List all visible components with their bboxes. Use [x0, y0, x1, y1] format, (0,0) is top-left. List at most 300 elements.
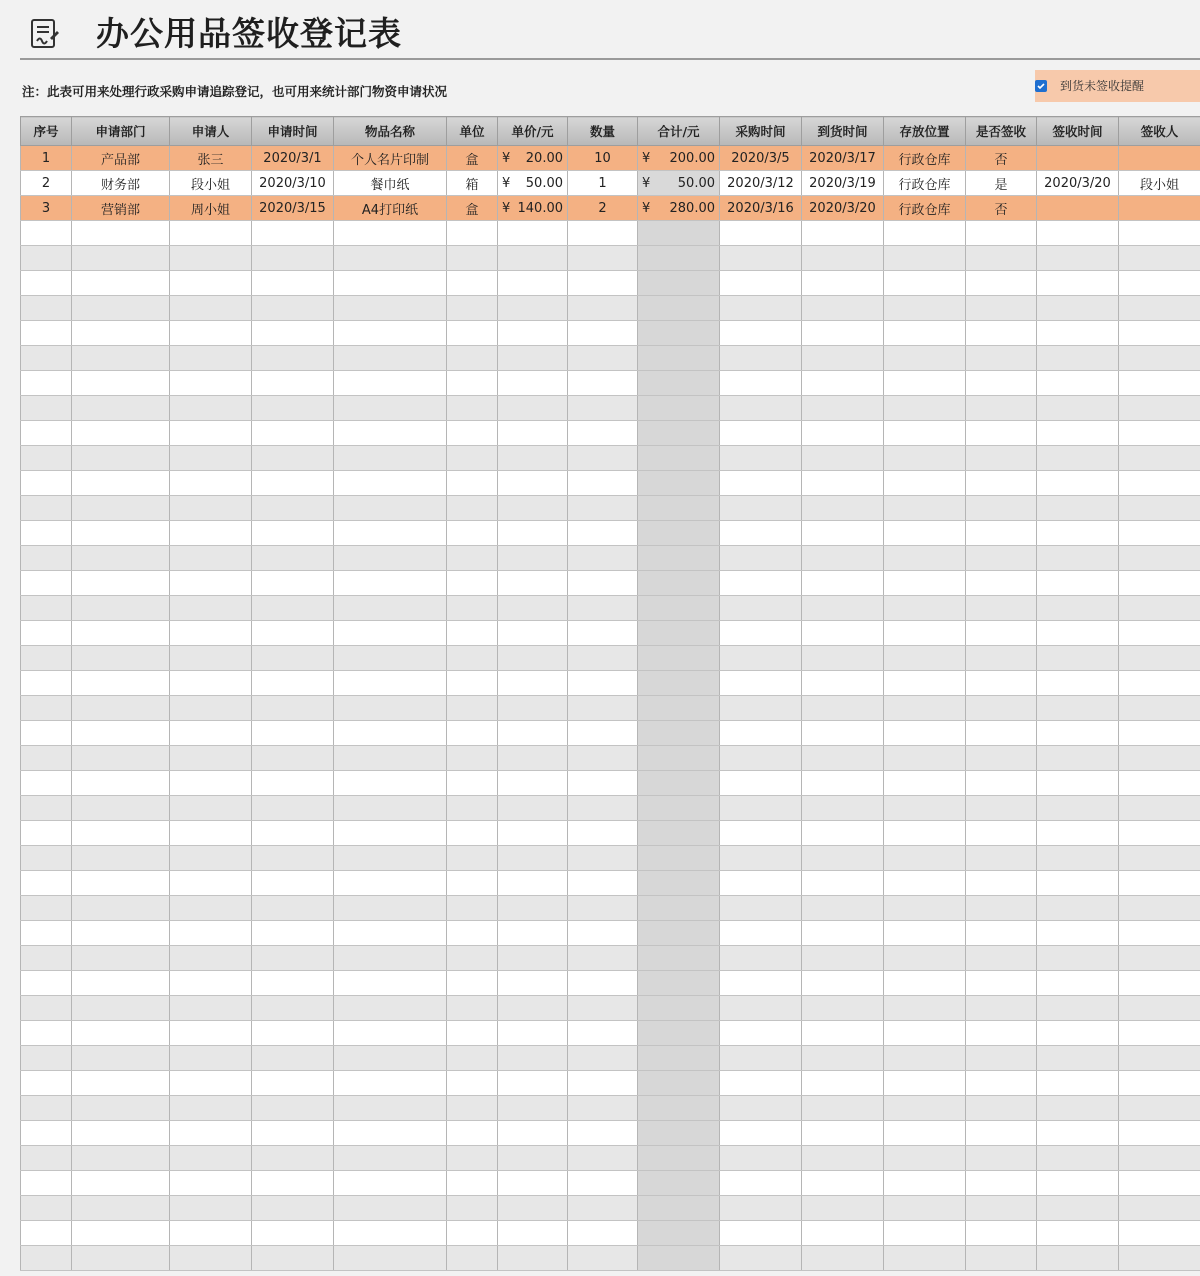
empty-row[interactable]: [21, 946, 1200, 971]
empty-cell[interactable]: [447, 746, 498, 771]
empty-cell[interactable]: [638, 646, 720, 671]
empty-row[interactable]: [21, 1046, 1200, 1071]
empty-cell[interactable]: [447, 271, 498, 296]
empty-cell[interactable]: [72, 696, 170, 721]
empty-cell[interactable]: [568, 496, 638, 521]
empty-cell[interactable]: [802, 596, 884, 621]
cell-applicant[interactable]: 张三: [170, 146, 252, 171]
empty-cell[interactable]: [638, 821, 720, 846]
empty-row[interactable]: [21, 396, 1200, 421]
empty-cell[interactable]: [1119, 996, 1200, 1021]
empty-cell[interactable]: [1119, 571, 1200, 596]
empty-cell[interactable]: [21, 246, 72, 271]
empty-cell[interactable]: [638, 421, 720, 446]
empty-cell[interactable]: [802, 446, 884, 471]
empty-cell[interactable]: [1037, 1171, 1119, 1196]
cell-price[interactable]: [498, 171, 568, 196]
empty-row[interactable]: [21, 1246, 1200, 1271]
empty-cell[interactable]: [1037, 421, 1119, 446]
empty-row[interactable]: [21, 646, 1200, 671]
empty-cell[interactable]: [1119, 721, 1200, 746]
empty-cell[interactable]: [72, 671, 170, 696]
empty-cell[interactable]: [1037, 771, 1119, 796]
empty-cell[interactable]: [802, 321, 884, 346]
cell-qty[interactable]: 1: [568, 171, 638, 196]
empty-cell[interactable]: [72, 821, 170, 846]
empty-cell[interactable]: [334, 296, 447, 321]
empty-cell[interactable]: [568, 821, 638, 846]
empty-cell[interactable]: [498, 1096, 568, 1121]
empty-cell[interactable]: [1119, 546, 1200, 571]
empty-cell[interactable]: [447, 521, 498, 546]
empty-cell[interactable]: [568, 271, 638, 296]
empty-cell[interactable]: [21, 846, 72, 871]
empty-cell[interactable]: [966, 1071, 1037, 1096]
empty-cell[interactable]: [966, 371, 1037, 396]
empty-cell[interactable]: [21, 596, 72, 621]
empty-cell[interactable]: [966, 946, 1037, 971]
empty-cell[interactable]: [72, 896, 170, 921]
empty-cell[interactable]: [72, 546, 170, 571]
empty-cell[interactable]: [72, 621, 170, 646]
empty-cell[interactable]: [1037, 521, 1119, 546]
empty-cell[interactable]: [334, 496, 447, 521]
empty-cell[interactable]: [498, 946, 568, 971]
empty-cell[interactable]: [21, 296, 72, 321]
empty-cell[interactable]: [170, 896, 252, 921]
empty-cell[interactable]: [252, 521, 334, 546]
empty-cell[interactable]: [1119, 796, 1200, 821]
empty-cell[interactable]: [252, 871, 334, 896]
empty-cell[interactable]: [170, 546, 252, 571]
empty-cell[interactable]: [252, 621, 334, 646]
empty-cell[interactable]: [447, 671, 498, 696]
empty-cell[interactable]: [252, 996, 334, 1021]
empty-cell[interactable]: [21, 796, 72, 821]
empty-cell[interactable]: [638, 871, 720, 896]
empty-cell[interactable]: [1037, 971, 1119, 996]
empty-cell[interactable]: [568, 771, 638, 796]
empty-cell[interactable]: [498, 271, 568, 296]
empty-cell[interactable]: [966, 696, 1037, 721]
empty-cell[interactable]: [334, 946, 447, 971]
empty-cell[interactable]: [170, 396, 252, 421]
empty-cell[interactable]: [170, 946, 252, 971]
cell-total[interactable]: [638, 146, 720, 171]
empty-cell[interactable]: [334, 821, 447, 846]
empty-cell[interactable]: [884, 696, 966, 721]
empty-cell[interactable]: [498, 971, 568, 996]
empty-cell[interactable]: [252, 421, 334, 446]
empty-row[interactable]: [21, 771, 1200, 796]
empty-cell[interactable]: [498, 1171, 568, 1196]
empty-cell[interactable]: [802, 771, 884, 796]
empty-cell[interactable]: [1037, 896, 1119, 921]
empty-cell[interactable]: [720, 921, 802, 946]
empty-cell[interactable]: [334, 921, 447, 946]
empty-cell[interactable]: [72, 746, 170, 771]
table-row[interactable]: [21, 171, 1200, 196]
empty-cell[interactable]: [802, 871, 884, 896]
empty-cell[interactable]: [447, 446, 498, 471]
empty-cell[interactable]: [802, 571, 884, 596]
empty-cell[interactable]: [568, 921, 638, 946]
column-header[interactable]: 序号: [21, 117, 72, 146]
empty-cell[interactable]: [884, 1196, 966, 1221]
empty-row[interactable]: [21, 546, 1200, 571]
empty-cell[interactable]: [884, 321, 966, 346]
cell-signer[interactable]: [1119, 146, 1200, 171]
empty-cell[interactable]: [498, 621, 568, 646]
column-header[interactable]: 到货时间: [802, 117, 884, 146]
empty-row[interactable]: [21, 1071, 1200, 1096]
empty-cell[interactable]: [1119, 1021, 1200, 1046]
empty-cell[interactable]: [1037, 721, 1119, 746]
empty-cell[interactable]: [802, 221, 884, 246]
empty-cell[interactable]: [720, 271, 802, 296]
cell-price[interactable]: [498, 196, 568, 221]
empty-cell[interactable]: [802, 1021, 884, 1046]
empty-cell[interactable]: [638, 1046, 720, 1071]
empty-cell[interactable]: [170, 271, 252, 296]
empty-cell[interactable]: [720, 746, 802, 771]
empty-cell[interactable]: [568, 946, 638, 971]
empty-cell[interactable]: [1119, 1221, 1200, 1246]
empty-cell[interactable]: [1037, 596, 1119, 621]
cell-item[interactable]: A4打印纸: [334, 196, 447, 221]
empty-cell[interactable]: [170, 996, 252, 1021]
empty-cell[interactable]: [720, 821, 802, 846]
empty-cell[interactable]: [568, 421, 638, 446]
empty-cell[interactable]: [334, 1171, 447, 1196]
cell-no[interactable]: 2: [21, 171, 72, 196]
empty-cell[interactable]: [1119, 821, 1200, 846]
empty-cell[interactable]: [884, 1121, 966, 1146]
empty-cell[interactable]: [170, 1146, 252, 1171]
cell-total[interactable]: [638, 171, 720, 196]
empty-cell[interactable]: [252, 846, 334, 871]
empty-cell[interactable]: [884, 971, 966, 996]
empty-cell[interactable]: [1119, 371, 1200, 396]
empty-cell[interactable]: [568, 321, 638, 346]
empty-cell[interactable]: [802, 1221, 884, 1246]
empty-cell[interactable]: [252, 471, 334, 496]
empty-cell[interactable]: [21, 421, 72, 446]
cell-price[interactable]: [498, 146, 568, 171]
empty-cell[interactable]: [498, 821, 568, 846]
empty-cell[interactable]: [21, 346, 72, 371]
empty-cell[interactable]: [170, 571, 252, 596]
empty-cell[interactable]: [720, 296, 802, 321]
empty-cell[interactable]: [334, 1146, 447, 1171]
empty-cell[interactable]: [252, 1196, 334, 1221]
empty-cell[interactable]: [170, 1096, 252, 1121]
cell-dept[interactable]: 产品部: [72, 146, 170, 171]
empty-cell[interactable]: [1037, 646, 1119, 671]
empty-cell[interactable]: [884, 946, 966, 971]
cell-item[interactable]: 个人名片印制: [334, 146, 447, 171]
empty-cell[interactable]: [252, 596, 334, 621]
cell-sign-date[interactable]: 2020/3/20: [1037, 171, 1119, 196]
empty-cell[interactable]: [498, 296, 568, 321]
empty-cell[interactable]: [252, 571, 334, 596]
empty-cell[interactable]: [170, 871, 252, 896]
empty-cell[interactable]: [170, 1221, 252, 1246]
empty-cell[interactable]: [21, 821, 72, 846]
empty-cell[interactable]: [72, 1096, 170, 1121]
empty-cell[interactable]: [568, 1146, 638, 1171]
empty-cell[interactable]: [72, 721, 170, 746]
empty-cell[interactable]: [447, 646, 498, 671]
empty-cell[interactable]: [884, 246, 966, 271]
empty-cell[interactable]: [447, 346, 498, 371]
cell-dept[interactable]: 财务部: [72, 171, 170, 196]
empty-cell[interactable]: [252, 1221, 334, 1246]
empty-cell[interactable]: [170, 621, 252, 646]
empty-row[interactable]: [21, 671, 1200, 696]
empty-cell[interactable]: [966, 996, 1037, 1021]
empty-cell[interactable]: [72, 771, 170, 796]
empty-cell[interactable]: [72, 596, 170, 621]
empty-cell[interactable]: [568, 971, 638, 996]
cell-location[interactable]: 行政仓库: [884, 196, 966, 221]
empty-cell[interactable]: [498, 371, 568, 396]
empty-cell[interactable]: [72, 996, 170, 1021]
empty-cell[interactable]: [21, 921, 72, 946]
empty-row[interactable]: [21, 496, 1200, 521]
empty-cell[interactable]: [568, 371, 638, 396]
empty-cell[interactable]: [720, 721, 802, 746]
empty-cell[interactable]: [638, 596, 720, 621]
cell-signer[interactable]: 段小姐: [1119, 171, 1200, 196]
empty-cell[interactable]: [568, 671, 638, 696]
empty-cell[interactable]: [252, 246, 334, 271]
empty-cell[interactable]: [170, 471, 252, 496]
empty-cell[interactable]: [638, 246, 720, 271]
empty-cell[interactable]: [1037, 471, 1119, 496]
empty-cell[interactable]: [170, 221, 252, 246]
empty-cell[interactable]: [568, 1121, 638, 1146]
empty-cell[interactable]: [72, 1121, 170, 1146]
empty-cell[interactable]: [884, 996, 966, 1021]
empty-cell[interactable]: [252, 1021, 334, 1046]
empty-cell[interactable]: [720, 521, 802, 546]
empty-cell[interactable]: [334, 721, 447, 746]
empty-cell[interactable]: [170, 246, 252, 271]
empty-row[interactable]: [21, 1021, 1200, 1046]
empty-cell[interactable]: [1119, 1246, 1200, 1271]
empty-cell[interactable]: [802, 1121, 884, 1146]
empty-cell[interactable]: [802, 846, 884, 871]
empty-cell[interactable]: [638, 371, 720, 396]
column-header[interactable]: 物品名称: [334, 117, 447, 146]
empty-cell[interactable]: [498, 896, 568, 921]
cell-sign-date[interactable]: [1037, 196, 1119, 221]
empty-cell[interactable]: [568, 696, 638, 721]
empty-cell[interactable]: [802, 1071, 884, 1096]
empty-cell[interactable]: [966, 296, 1037, 321]
empty-cell[interactable]: [568, 221, 638, 246]
empty-cell[interactable]: [720, 596, 802, 621]
empty-cell[interactable]: [1037, 221, 1119, 246]
empty-cell[interactable]: [447, 896, 498, 921]
empty-cell[interactable]: [252, 371, 334, 396]
empty-cell[interactable]: [638, 496, 720, 521]
empty-cell[interactable]: [884, 1171, 966, 1196]
empty-cell[interactable]: [720, 896, 802, 921]
empty-cell[interactable]: [966, 396, 1037, 421]
empty-row[interactable]: [21, 996, 1200, 1021]
empty-cell[interactable]: [1119, 971, 1200, 996]
column-header[interactable]: 存放位置: [884, 117, 966, 146]
empty-cell[interactable]: [72, 371, 170, 396]
empty-cell[interactable]: [170, 921, 252, 946]
empty-cell[interactable]: [884, 1071, 966, 1096]
empty-cell[interactable]: [638, 546, 720, 571]
empty-cell[interactable]: [334, 896, 447, 921]
empty-row[interactable]: [21, 871, 1200, 896]
empty-cell[interactable]: [72, 1221, 170, 1246]
empty-row[interactable]: [21, 1146, 1200, 1171]
empty-cell[interactable]: [498, 346, 568, 371]
empty-cell[interactable]: [884, 921, 966, 946]
empty-cell[interactable]: [638, 1221, 720, 1246]
empty-cell[interactable]: [884, 896, 966, 921]
empty-row[interactable]: [21, 1221, 1200, 1246]
empty-cell[interactable]: [1119, 496, 1200, 521]
empty-cell[interactable]: [1037, 1196, 1119, 1221]
empty-cell[interactable]: [447, 621, 498, 646]
empty-cell[interactable]: [966, 521, 1037, 546]
empty-cell[interactable]: [1037, 746, 1119, 771]
empty-cell[interactable]: [966, 721, 1037, 746]
empty-cell[interactable]: [334, 1221, 447, 1246]
empty-cell[interactable]: [1119, 221, 1200, 246]
empty-cell[interactable]: [1037, 621, 1119, 646]
empty-cell[interactable]: [498, 646, 568, 671]
empty-cell[interactable]: [334, 796, 447, 821]
empty-cell[interactable]: [802, 396, 884, 421]
table-row[interactable]: [21, 196, 1200, 221]
empty-cell[interactable]: [252, 721, 334, 746]
empty-cell[interactable]: [720, 346, 802, 371]
empty-cell[interactable]: [21, 321, 72, 346]
empty-cell[interactable]: [568, 896, 638, 921]
empty-cell[interactable]: [884, 1046, 966, 1071]
empty-cell[interactable]: [802, 421, 884, 446]
empty-cell[interactable]: [498, 696, 568, 721]
empty-cell[interactable]: [802, 496, 884, 521]
empty-cell[interactable]: [498, 221, 568, 246]
empty-cell[interactable]: [447, 1021, 498, 1046]
empty-cell[interactable]: [334, 396, 447, 421]
empty-cell[interactable]: [1119, 746, 1200, 771]
empty-cell[interactable]: [447, 221, 498, 246]
empty-cell[interactable]: [966, 1121, 1037, 1146]
empty-cell[interactable]: [447, 1121, 498, 1146]
empty-cell[interactable]: [884, 671, 966, 696]
empty-cell[interactable]: [638, 746, 720, 771]
empty-cell[interactable]: [447, 1171, 498, 1196]
empty-cell[interactable]: [802, 1146, 884, 1171]
empty-cell[interactable]: [447, 1196, 498, 1221]
empty-cell[interactable]: [447, 596, 498, 621]
empty-cell[interactable]: [638, 621, 720, 646]
empty-cell[interactable]: [72, 296, 170, 321]
empty-cell[interactable]: [966, 346, 1037, 371]
empty-cell[interactable]: [252, 821, 334, 846]
empty-cell[interactable]: [966, 1146, 1037, 1171]
empty-cell[interactable]: [72, 396, 170, 421]
empty-cell[interactable]: [720, 1246, 802, 1271]
empty-cell[interactable]: [720, 246, 802, 271]
empty-cell[interactable]: [720, 396, 802, 421]
empty-cell[interactable]: [447, 946, 498, 971]
empty-cell[interactable]: [72, 421, 170, 446]
empty-cell[interactable]: [447, 371, 498, 396]
empty-cell[interactable]: [447, 971, 498, 996]
empty-cell[interactable]: [884, 596, 966, 621]
empty-cell[interactable]: [72, 1071, 170, 1096]
empty-cell[interactable]: [334, 596, 447, 621]
empty-cell[interactable]: [568, 521, 638, 546]
empty-cell[interactable]: [498, 671, 568, 696]
cell-signed[interactable]: 是: [966, 171, 1037, 196]
empty-row[interactable]: [21, 1171, 1200, 1196]
empty-cell[interactable]: [720, 1121, 802, 1146]
empty-cell[interactable]: [638, 771, 720, 796]
empty-cell[interactable]: [447, 821, 498, 846]
empty-cell[interactable]: [720, 1146, 802, 1171]
empty-cell[interactable]: [252, 1071, 334, 1096]
empty-cell[interactable]: [720, 621, 802, 646]
empty-cell[interactable]: [334, 346, 447, 371]
cell-total[interactable]: [638, 196, 720, 221]
empty-cell[interactable]: [568, 646, 638, 671]
empty-cell[interactable]: [334, 671, 447, 696]
empty-cell[interactable]: [802, 746, 884, 771]
empty-cell[interactable]: [802, 971, 884, 996]
empty-cell[interactable]: [252, 1046, 334, 1071]
empty-cell[interactable]: [21, 671, 72, 696]
empty-cell[interactable]: [884, 621, 966, 646]
empty-cell[interactable]: [1119, 446, 1200, 471]
empty-cell[interactable]: [498, 1021, 568, 1046]
empty-cell[interactable]: [720, 1221, 802, 1246]
empty-row[interactable]: [21, 746, 1200, 771]
empty-cell[interactable]: [884, 521, 966, 546]
empty-cell[interactable]: [72, 1246, 170, 1271]
empty-cell[interactable]: [720, 1071, 802, 1096]
empty-cell[interactable]: [1037, 1071, 1119, 1096]
empty-cell[interactable]: [966, 221, 1037, 246]
empty-cell[interactable]: [1037, 271, 1119, 296]
cell-location[interactable]: 行政仓库: [884, 171, 966, 196]
empty-cell[interactable]: [802, 371, 884, 396]
empty-cell[interactable]: [252, 546, 334, 571]
empty-cell[interactable]: [498, 1046, 568, 1071]
empty-cell[interactable]: [1037, 446, 1119, 471]
empty-cell[interactable]: [447, 246, 498, 271]
empty-row[interactable]: [21, 271, 1200, 296]
cell-signed[interactable]: 否: [966, 196, 1037, 221]
empty-cell[interactable]: [802, 721, 884, 746]
empty-cell[interactable]: [334, 221, 447, 246]
column-header[interactable]: 签收人: [1119, 117, 1200, 146]
empty-cell[interactable]: [1037, 571, 1119, 596]
empty-cell[interactable]: [252, 1146, 334, 1171]
empty-cell[interactable]: [638, 446, 720, 471]
